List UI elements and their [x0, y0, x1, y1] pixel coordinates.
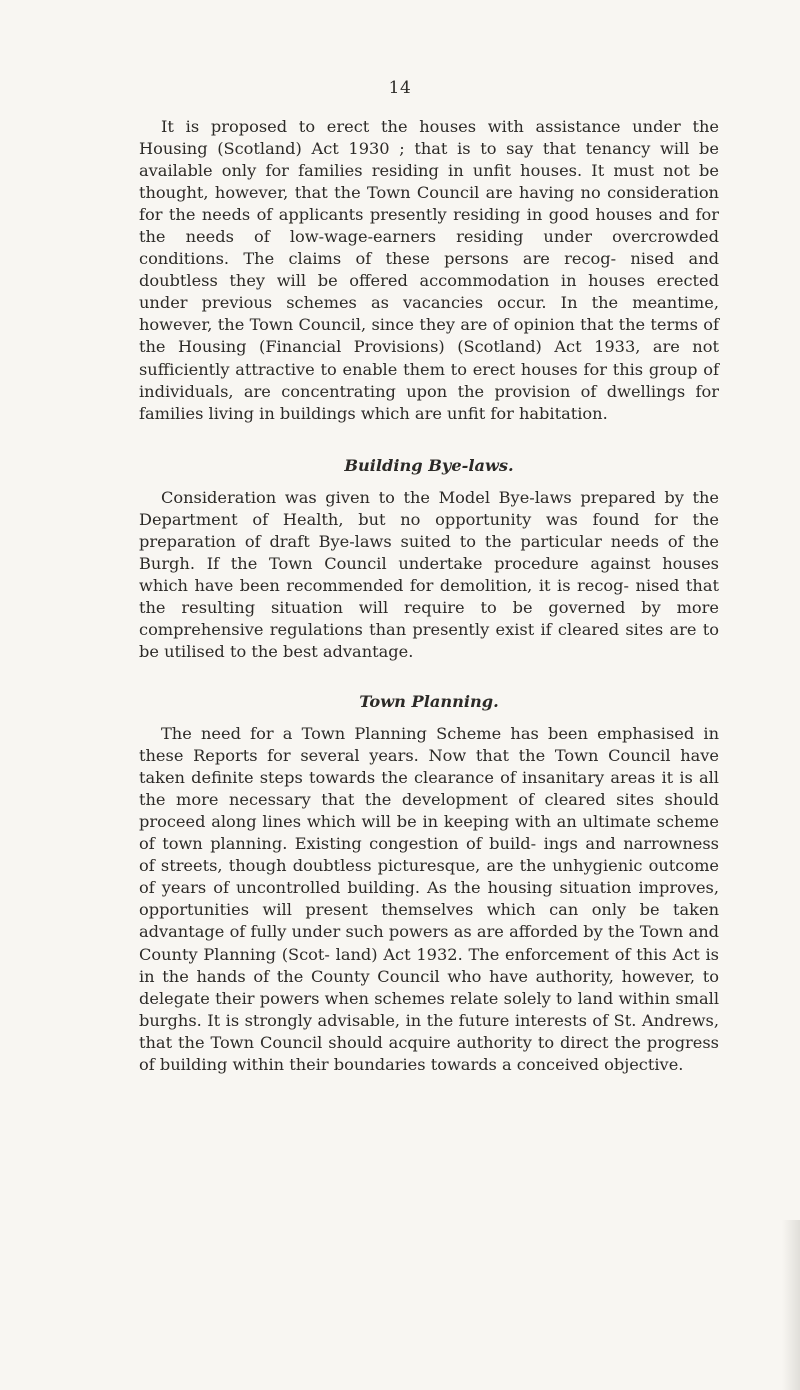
section-heading-town-planning: Town Planning. [359, 692, 499, 712]
building-bye-laws-paragraph: Consideration was given to the Model Bye-laws prepared by the Department of Health, but no opportunity was found for the preparation of draft Bye-laws suited to the particular needs of the Burgh. If the Town Council undertake procedure against houses which have been recommended for demolition, it is recog- nised that the resulting situation will require to be governed by more comprehensive regulations than presently exist if cleared sites are to be utilised to the best advantage. [139, 487, 719, 661]
intro-paragraph: It is proposed to erect the houses with assistance under the Housing (Scotland) Act 1930 ; that is to say that tenancy will be available only for families residing in unfit houses. It must not be thought, however, that the Town Council are having no consideration for the needs of applicants presently residing in good houses and for the needs of low-wage-earners residing under overcrowded conditions. The claims of these persons are recog- nised and doubtless they will be offered accommodation in houses erected under previous schemes as vacancies occur. In the meantime, however, the Town Council, since they are of opinion that the terms of the Housing (Financial Provisions) (Scotland) Act 1933, are not sufficiently attractive to enable them to erect houses for this group of individuals, are concentrating upon the provision of dwellings for families living in buildings which are unfit for habitation. [139, 117, 719, 423]
town-planning-paragraph: The need for a Town Planning Scheme has been emphasised in these Reports for several years. Now that the Town Council have taken definite steps towards the clearance of insanitary areas it is all the more necessary that the development of cleared sites should proceed along lines which will be in keeping with an ultimate scheme of town planning. Existing congestion of build- ings and narrowness of streets, though doubtless picturesque, are the unhygienic outcome of years of uncontrolled building. As the housing situation improves, opportunities will present themselves which can only be taken advantage of fully under such powers as are afforded by the Town and County Planning (Scot- land) Act 1932. The enforcement of this Act is in the hands of the County Council who have authority, however, to delegate their powers when schemes relate solely to land within small burghs. It is strongly advisable, in the future interests of St. Andrews, that the Town Council should acquire authority to direct the progress of building within their boundaries towards a conceived objective. [139, 724, 719, 1074]
page-edge-shadow [782, 1220, 800, 1390]
page-number: 14 [388, 78, 412, 98]
section-heading-building-bye-laws: Building Bye-laws. [344, 455, 514, 475]
page-content [139, 116, 719, 1076]
